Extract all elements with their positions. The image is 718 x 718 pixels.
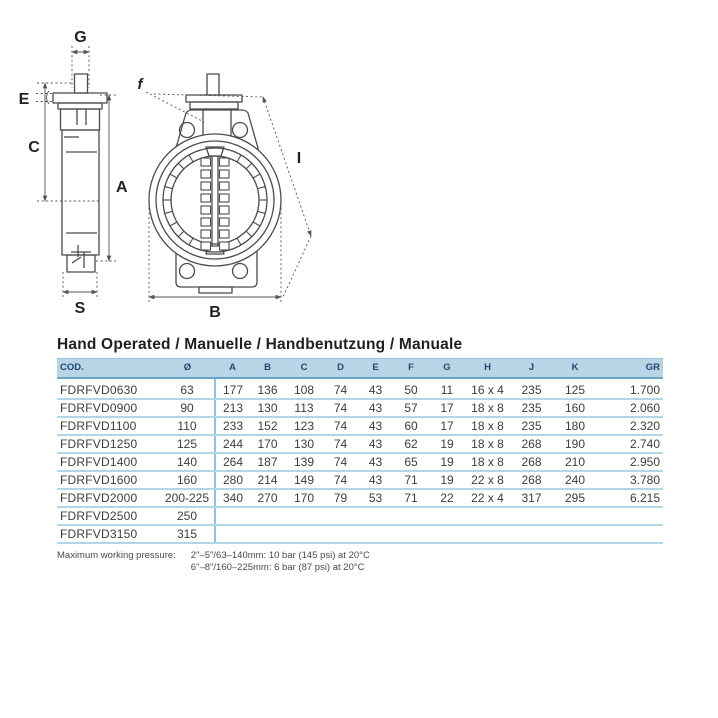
dimension-cell: 264 [215,453,250,471]
dimension-cell: 125 [553,378,597,399]
pressure-note [57,550,663,574]
column-header-6: E [358,359,393,379]
column-header-7: F [393,359,429,379]
dimension-cell: 22 x 8 [465,471,510,489]
dimension-cell: 340 [215,489,250,507]
dimension-cell: 130 [285,435,323,453]
dimension-cell: 160 [160,471,215,489]
dimension-cell: 53 [358,489,393,507]
column-header-11: K [553,359,597,379]
dimension-cell: 22 [429,489,465,507]
dimension-cell: 177 [215,378,250,399]
dimension-E [19,91,52,108]
table-body [57,378,663,543]
dimension-cell [250,525,285,543]
valve-technical-drawing [0,0,360,330]
dimension-S [63,272,97,317]
dimension-cell: 235 [510,378,553,399]
dimension-cell: 57 [393,399,429,417]
dimension-cell: 19 [429,471,465,489]
dimension-cell: 268 [510,471,553,489]
column-header-9: H [465,359,510,379]
dimension-cell: 214 [250,471,285,489]
dimension-cell: 233 [215,417,250,435]
dimension-C [28,83,101,201]
dimension-cell: 200-225 [160,489,215,507]
dimension-cell: 123 [285,417,323,435]
dimension-cell: 240 [553,471,597,489]
dimension-cell [323,507,358,525]
dimension-cell: 113 [285,399,323,417]
dimension-cell: 63 [160,378,215,399]
dimension-cell: 2.950 [597,453,663,471]
dimension-cell [323,525,358,543]
dim-label-i: I [296,150,302,167]
dimension-f [138,76,205,122]
dimension-cell [553,507,597,525]
table-row [57,435,663,453]
dimension-cell: 170 [250,435,285,453]
table-row [57,399,663,417]
dimension-cell [510,525,553,543]
dimension-cell: 110 [160,417,215,435]
dimension-A [96,95,128,261]
dimension-cell: 74 [323,453,358,471]
product-code-cell: FDRFVD2500 [57,507,160,525]
column-header-0: COD. [57,359,160,379]
dimension-cell: 160 [553,399,597,417]
dimension-cell: 11 [429,378,465,399]
table-header [57,359,663,379]
dimension-cell [285,525,323,543]
dimension-cell: 130 [250,399,285,417]
dimension-cell: 43 [358,453,393,471]
column-header-2: A [215,359,250,379]
dimension-cell: 268 [510,453,553,471]
table-row [57,507,663,525]
table-row [57,489,663,507]
dimension-cell [393,525,429,543]
dimension-cell: 2.740 [597,435,663,453]
dim-label-c: C [28,139,40,156]
dimension-cell: 3.780 [597,471,663,489]
dimension-cell: 244 [215,435,250,453]
dimension-cell: 180 [553,417,597,435]
dimension-cell: 108 [285,378,323,399]
dimension-cell: 280 [215,471,250,489]
dim-label-g: G [74,29,87,46]
column-header-10: J [510,359,553,379]
dim-label-f: f [137,76,143,93]
dimension-cell: 74 [323,417,358,435]
dimension-cell: 74 [323,378,358,399]
product-code-cell: FDRFVD1600 [57,471,160,489]
dimension-cell: 90 [160,399,215,417]
column-header-12: GR [597,359,663,379]
dimension-cell [465,525,510,543]
dimension-cell: 60 [393,417,429,435]
dimension-cell [429,525,465,543]
dimension-cell: 18 x 8 [465,417,510,435]
dimension-cell: 210 [553,453,597,471]
dimension-cell [215,525,250,543]
dimension-cell: 50 [393,378,429,399]
dimension-cell: 17 [429,399,465,417]
dimension-cell: 136 [250,378,285,399]
product-code-cell: FDRFVD0630 [57,378,160,399]
dimension-cell: 16 x 4 [465,378,510,399]
dimension-cell: 74 [323,435,358,453]
dimension-cell [358,507,393,525]
product-code-cell: FDRFVD2000 [57,489,160,507]
dimension-cell: 1.700 [597,378,663,399]
product-code-cell: FDRFVD1250 [57,435,160,453]
dimension-cell [597,507,663,525]
dimension-cell [510,507,553,525]
dimension-cell [285,507,323,525]
dimension-cell [215,507,250,525]
dimension-cell: 170 [285,489,323,507]
column-header-4: C [285,359,323,379]
product-code-cell: FDRFVD3150 [57,525,160,543]
dimension-cell: 2.320 [597,417,663,435]
table-row [57,453,663,471]
dimension-cell [597,525,663,543]
dimension-cell: 187 [250,453,285,471]
dimension-cell: 43 [358,399,393,417]
dimension-cell: 18 x 8 [465,435,510,453]
table-row [57,471,663,489]
dimension-cell: 43 [358,435,393,453]
dimension-cell: 140 [160,453,215,471]
dimension-cell [429,507,465,525]
dimension-cell [393,507,429,525]
column-header-8: G [429,359,465,379]
dimension-cell: 18 x 8 [465,453,510,471]
valve-front-view [149,74,281,293]
dimension-cell: 18 x 8 [465,399,510,417]
column-header-1: Ø [160,359,215,379]
pressure-note-label: Maximum working pressure: [57,550,176,561]
dimension-cell: 19 [429,435,465,453]
dimension-cell: 295 [553,489,597,507]
product-code-cell: FDRFVD0900 [57,399,160,417]
pressure-note-line-2: 6"–8"/160–225mm: 6 bar (87 psi) at 20°C [190,562,365,573]
dimension-cell [358,525,393,543]
product-code-cell: FDRFVD1100 [57,417,160,435]
dimension-cell: 43 [358,378,393,399]
dim-label-e: E [18,91,30,108]
dimension-cell: 74 [323,471,358,489]
dimension-cell: 139 [285,453,323,471]
dimension-cell: 22 x 4 [465,489,510,507]
dimension-cell: 71 [393,471,429,489]
dim-label-a: A [116,179,128,196]
dimension-cell: 6.215 [597,489,663,507]
column-header-5: D [323,359,358,379]
dimension-cell: 74 [323,399,358,417]
page-title: Hand Operated / Manuelle / Handbenutzung / Manuale [57,336,463,353]
dimension-cell: 125 [160,435,215,453]
dimension-cell: 213 [215,399,250,417]
dimension-cell: 43 [358,471,393,489]
pressure-note-line-1: 2"–5"/63–140mm: 10 bar (145 psi) at 20°C [190,550,370,561]
table-row [57,378,663,399]
dimension-cell: 152 [250,417,285,435]
dim-label-s: S [74,300,86,317]
dimensions-table [57,358,663,544]
dimension-cell: 235 [510,417,553,435]
dimension-cell: 65 [393,453,429,471]
dimension-cell: 317 [510,489,553,507]
dimension-cell: 190 [553,435,597,453]
dimension-cell: 19 [429,453,465,471]
table-row [57,525,663,543]
pressure-note-values [191,550,370,574]
product-code-cell: FDRFVD1400 [57,453,160,471]
specs-section [57,336,663,574]
column-header-3: B [250,359,285,379]
dimension-cell [465,507,510,525]
dimension-cell: 71 [393,489,429,507]
valve-side-view [53,74,107,272]
dimension-cell: 2.060 [597,399,663,417]
dim-label-b: B [209,304,221,321]
dimension-cell: 250 [160,507,215,525]
dimension-cell: 62 [393,435,429,453]
table-row [57,417,663,435]
dimension-cell: 149 [285,471,323,489]
dimension-cell [250,507,285,525]
dimension-cell: 17 [429,417,465,435]
dimension-cell: 43 [358,417,393,435]
dimension-cell: 79 [323,489,358,507]
dimension-cell: 235 [510,399,553,417]
dimension-cell: 315 [160,525,215,543]
dimension-cell: 268 [510,435,553,453]
dimension-cell: 270 [250,489,285,507]
dimension-cell [553,525,597,543]
